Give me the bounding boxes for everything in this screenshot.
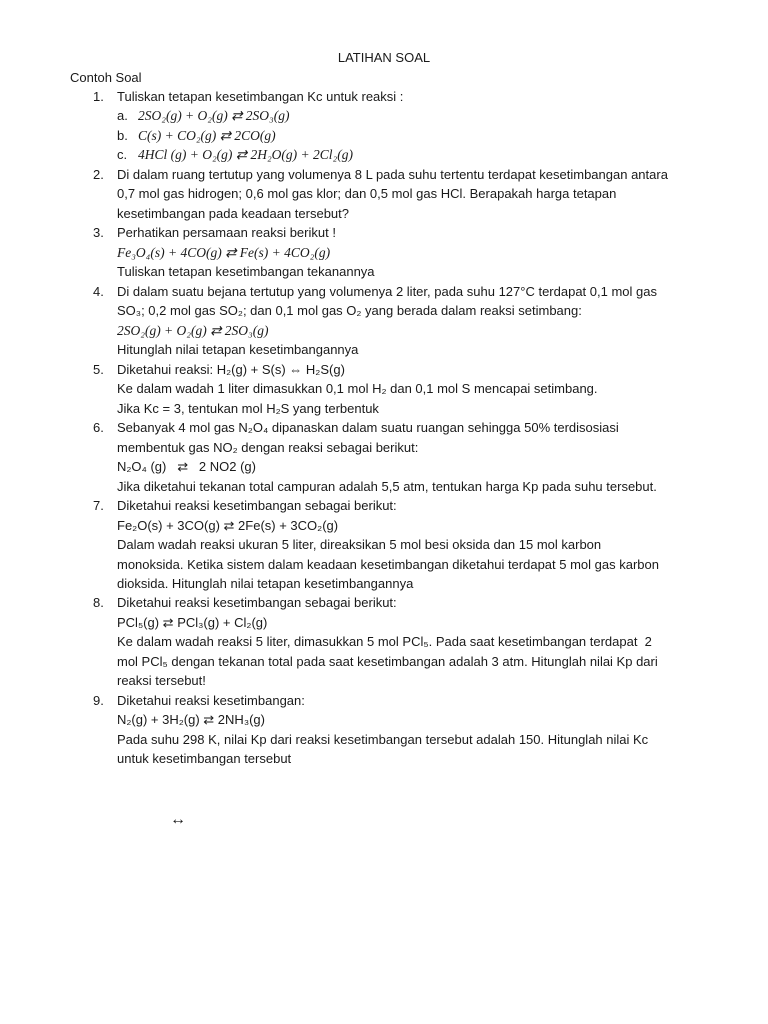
question-text-line: Jika diketahui tekanan total campuran adalah 5,5 atm, tentukan harga Kp pada suhu tersebut. [117,479,657,494]
question-number: 9. [93,693,104,708]
equation: Fe₂O(s) + 3CO(g) ⇄ 2Fe(s) + 3CO₂(g) [117,518,339,533]
option-label: b. [117,128,128,143]
question-text-line: mol PCl₅ dengan tekanan total pada saat kesetimbangan adalah 3 atm. Hitunglah nilai Kp dari [117,654,658,669]
equation: 4HCl (g) + O₂(g) ⇄ 2H₂O(g) + 2Cl₂(g) [138,147,353,162]
question-number: 6. [93,420,104,435]
left-right-arrow-icon: ↔ [170,811,186,828]
question-text-line: 0,7 mol gas hidrogen; 0,6 mol gas klor; dan 0,5 mol gas HCl. Berapakah harga tetapan [117,186,617,201]
option-label: c. [117,147,128,162]
question-text-line: Tuliskan tetapan kesetimbangan tekanannya [117,264,375,279]
question-text-line: Diketahui reaksi kesetimbangan sebagai berikut: [117,595,397,610]
question-text-line: Perhatikan persamaan reaksi berikut ! [117,225,336,240]
question-text-line: Jika Kc = 3, tentukan mol H₂S yang terbentuk [117,401,379,416]
question-text-line: SO₃; 0,2 mol gas SO₂; dan 0,1 mol gas O₂ yang berada dalam reaksi setimbang: [117,303,582,318]
question-text-line: Hitunglah nilai tetapan kesetimbangannya [117,342,359,357]
question-number: 8. [93,595,104,610]
question-text-line: Di dalam ruang tertutup yang volumenya 8 L pada suhu tertentu terdapat kesetimbangan antara [117,167,668,182]
question-number: 5. [93,362,104,377]
question-number: 4. [93,284,104,299]
question-text-line: kesetimbangan pada keadaan tersebut? [117,206,350,221]
question-text-line: membentuk gas NO₂ dengan reaksi sebagai berikut: [117,440,419,455]
question-text-line: Di dalam suatu bejana tertutup yang volumenya 2 liter, pada suhu 127°C terdapat 0,1 mol gas [117,284,657,299]
question-text-line: Pada suhu 298 K, nilai Kp dari reaksi kesetimbangan tersebut adalah 150. Hitunglah nilai Kc [117,732,649,747]
question-text-line: Sebanyak 4 mol gas N₂O₄ dipanaskan dalam suatu ruangan sehingga 50% terdisosiasi [117,420,619,435]
equation: N₂(g) + 3H₂(g) ⇄ 2NH₃(g) [117,712,265,727]
question-number: 3. [93,225,104,240]
equation: C(s) + CO₂(g) ⇄ 2CO(g) [138,128,276,143]
equation: Fe₃O₄(s) + 4CO(g) ⇄ Fe(s) + 4CO₂(g) [117,245,331,260]
question-text-line: untuk kesetimbangan tersebut [117,751,292,766]
question-number: 7. [93,498,104,513]
question-text-line: Diketahui reaksi: H₂(g) + S(s) ⇔ H₂S(g) [117,362,345,377]
question-text-line: Diketahui reaksi kesetimbangan sebagai berikut: [117,498,397,513]
question-1-text: Tuliskan tetapan kesetimbangan Kc untuk reaksi : [117,89,404,104]
question-text-line: Dalam wadah reaksi ukuran 5 liter, direaksikan 5 mol besi oksida dan 15 mol karbon [117,537,602,552]
question-text-line: Ke dalam wadah reaksi 5 liter, dimasukkan 5 mol PCl₅. Pada saat kesetimbangan terdapat 2 [117,634,652,649]
equation: 2SO₂(g) + O₂(g) ⇄ 2SO₃(g) [117,323,269,338]
option-label: a. [117,108,128,123]
equation: 2SO₂(g) + O₂(g) ⇄ 2SO₃(g) [138,108,290,123]
document-title: LATIHAN SOAL [337,50,431,65]
question-text-line: reaksi tersebut! [117,673,206,688]
section-heading: Contoh Soal [70,70,142,85]
equation: N₂O₄ (g) ⇄ 2 NO2 (g) [117,459,256,474]
question-number: 2. [93,167,104,182]
question-text-line: dioksida. Hitunglah nilai tetapan kesetimbangannya [117,576,414,591]
question-text-line: Diketahui reaksi kesetimbangan: [117,693,305,708]
question-text-line: Ke dalam wadah 1 liter dimasukkan 0,1 mol H₂ dan 0,1 mol S mencapai setimbang. [117,381,598,396]
equation: PCl₅(g) ⇄ PCl₃(g) + Cl₂(g) [117,615,268,630]
question-number: 1. [93,89,104,104]
question-text-line: monoksida. Ketika sistem dalam keadaan kesetimbangan diketahui terdapat 5 mol gas karbon [117,557,659,572]
